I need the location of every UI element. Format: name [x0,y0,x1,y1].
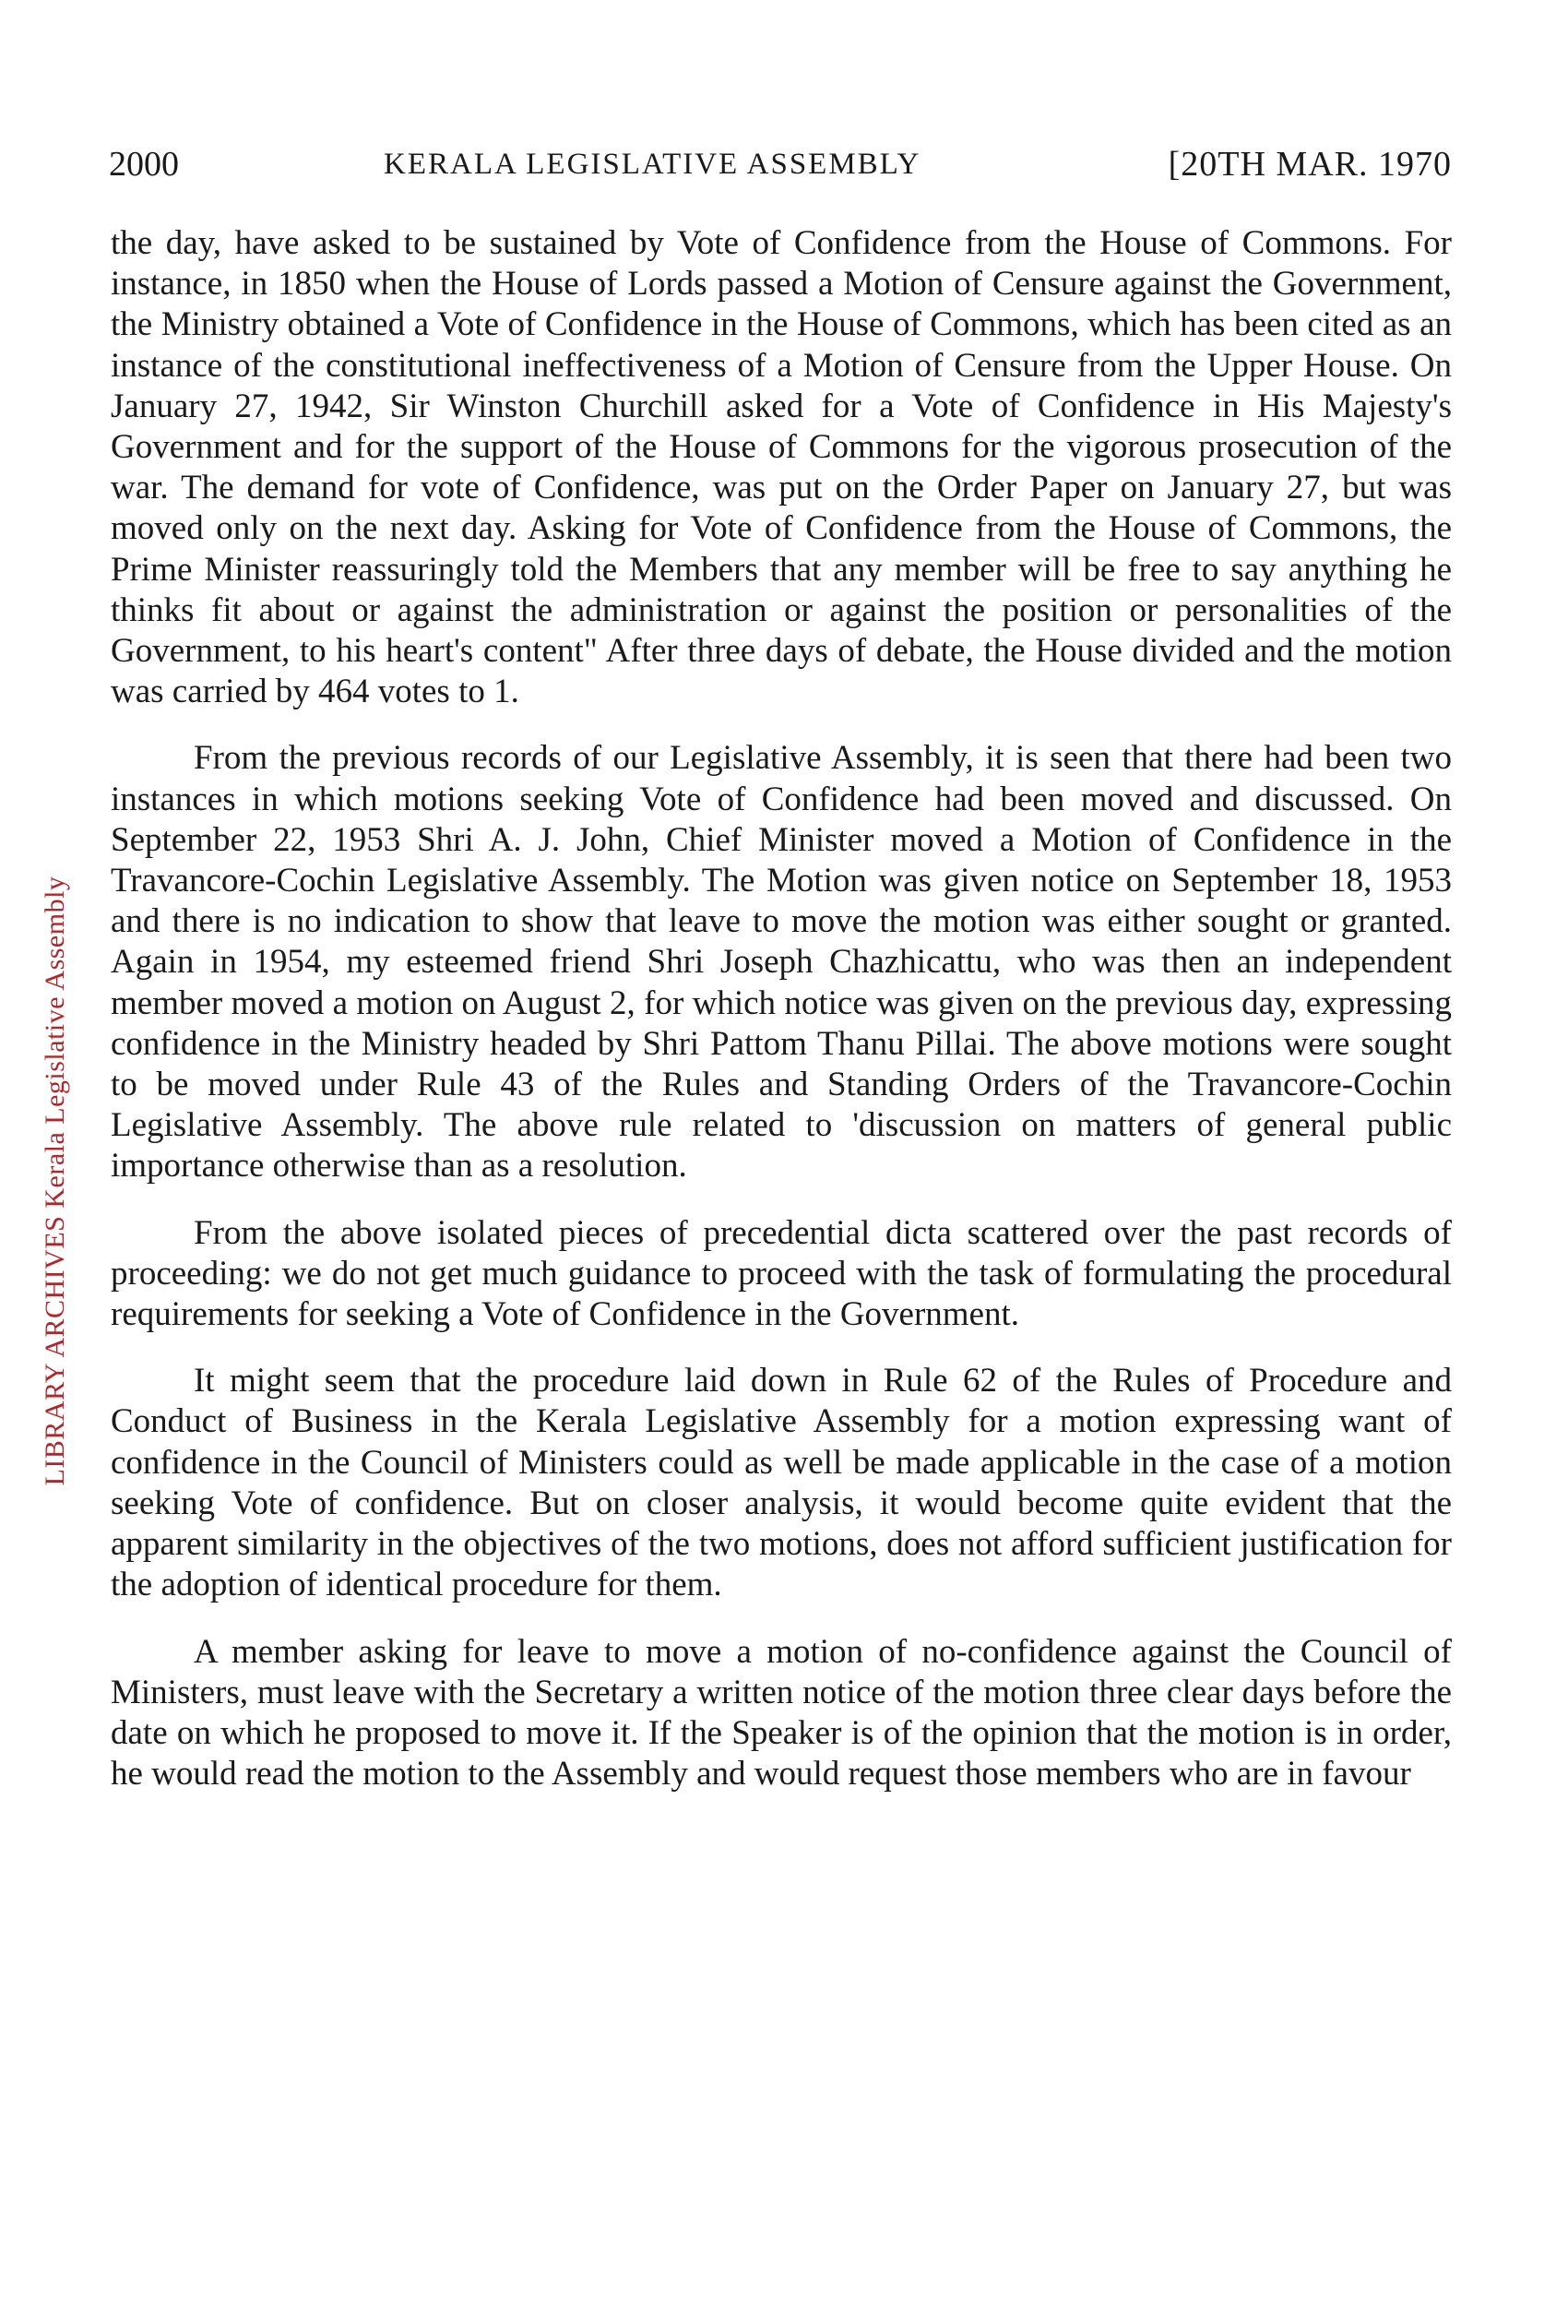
paragraph-3: From the above isolated pieces of precedential dicta scattered over the past records of proceeding: we do not get much guidance to proceed with the task of formulating the procedural requirements for seeking a Vote of Confidence in the Government. [111,1213,1452,1334]
page-number: 2000 [109,145,179,184]
archive-watermark-text: LIBRARY ARCHIVES Kerala Legislative Assembly [40,876,70,1486]
journal-title: KERALA LEGISLATIVE ASSEMBLY [384,148,921,181]
archive-watermark [37,775,74,1587]
paragraph-5: A member asking for leave to move a motion of no-confidence against the Council of Ministers, must leave with the Secretary a written notice of the motion three clear days before the date on which he proposed to move it. If the Speaker is of the opinion that the motion is in order, he would read the motion to the Assembly and would request those members who are in favour [111,1632,1452,1794]
paragraph-4: It might seem that the procedure laid down in Rule 62 of the Rules of Procedure and Conduct of Business in the Kerala Legislative Assembly for a motion expressing want of confidence in the Council of Ministers could as well be made applicable in the case of a motion seeking Vote of confidence. But on closer analysis, it would become quite evident that the apparent similarity in the objectives of the two motions, does not afford sufficient justification for the adoption of identical procedure for them. [111,1362,1452,1604]
header-date: [20TH MAR. 1970 [1168,145,1452,184]
paragraph-2: From the previous records of our Legislative Assembly, it is seen that there had been two instances in which motions seeking Vote of Confidence had been moved and discussed. On September 22, 1953 Shri A. J. John, Chief Minister moved a Motion of Confidence in the Travancore-Cochin Legislative Assembly. The Motion was given notice on September 18, 1953 and there is no indication to show that leave to move the motion was either sought or granted. Again in 1954, my esteemed friend Shri Joseph Chazhicattu, who was then an independent member moved a motion on August 2, for which notice was given on the previous day, expressing confidence in the Ministry headed by Shri Pattom Thanu Pillai. The above motions were sought to be moved under Rule 43 of the Rules and Standing Orders of the Travancore-Cochin Legislative Assembly. The above rule related to 'discussion on matters of general public importance otherwise than as a resolution. [111,739,1452,1186]
running-header [109,137,1452,192]
body-text [111,223,1452,1794]
paragraph-1: the day, have asked to be sustained by Vote of Confidence from the House of Commons. For instance, in 1850 when the House of Lords passed a Motion of Censure against the Government, the Ministry obtained a Vote of Confidence in the House of Commons, which has been cited as an instance of the constitutional ineffectiveness of a Motion of Censure from the Upper House. On January 27, 1942, Sir Winston Churchill asked for a Vote of Confidence in His Majesty's Government and for the support of the House of Commons for the vigorous prosecution of the war. The demand for vote of Confidence, was put on the Order Paper on January 27, but was moved only on the next day. Asking for Vote of Confidence from the House of Commons, the Prime Minister reassuringly told the Members that any member will be free to say anything he thinks fit about or against the administration or against the position or personalities of the Government, to his heart's content" After three days of debate, the House divided and the motion was carried by 464 votes to 1. [111,224,1452,711]
